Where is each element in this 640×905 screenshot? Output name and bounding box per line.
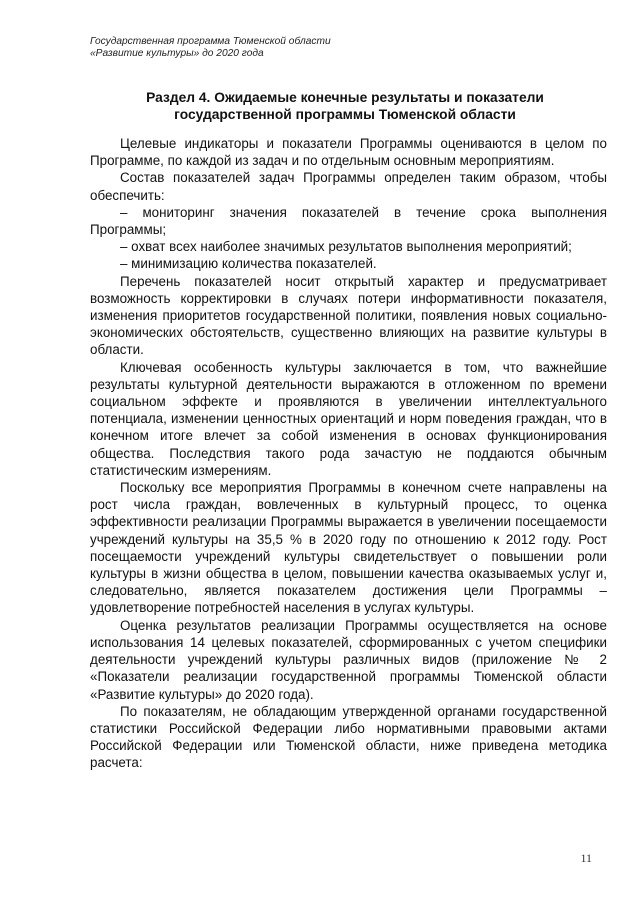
paragraph: Целевые индикаторы и показатели Программы оцениваются в целом по Программе, по каждой из задач и по отдельным основным мероприятиям. bbox=[90, 136, 607, 169]
paragraph: Оценка результатов реализации Программы осуществляется на основе использования 14 целевых показателей, сформированных с учетом специфики деятельности учреждений культуры различных видов (приложение № 2 «Показатели реализации государственной программы Тюменской области «Развитие культуры» до 2020 года). bbox=[90, 617, 607, 702]
section-title bbox=[110, 89, 580, 123]
paragraph: По показателям, не обладающим утвержденной органами государственной статистики Российской Федерации либо нормативными правовыми актами Российской Федерации или Тюменской области, ниже приведена методика расчета: bbox=[90, 703, 607, 771]
running-header-line-2: «Развитие культуры» до 2020 года bbox=[90, 48, 264, 59]
section-title-line-2: государственной программы Тюменской области bbox=[174, 107, 516, 122]
running-header-line-1: Государственная программа Тюменской области bbox=[90, 36, 331, 47]
body-text bbox=[90, 135, 607, 772]
running-header bbox=[90, 36, 510, 60]
page-number: 11 bbox=[580, 851, 592, 865]
list-item: – мониторинг значения показателей в течение срока выполнения Программы; bbox=[90, 204, 607, 238]
list-item: – минимизацию количества показателей. bbox=[120, 256, 377, 272]
list-item: – охват всех наиболее значимых результатов выполнения мероприятий; bbox=[120, 239, 572, 255]
paragraph: Состав показателей задач Программы определен таким образом, чтобы обеспечить: bbox=[90, 170, 607, 203]
paragraph: Ключевая особенность культуры заключается в том, что важнейшие результаты культурной деятельности выражаются в отложенном по времени социальном эффекте и проявляются в увеличении интеллектуального потенциала, изменении ценностных ориентаций и норм поведения граждан, что в конечном итоге влечет за собой изменения в основах функционирования общества. Последствия такого рода зачастую не поддаются обычным статистическим измерениям. bbox=[90, 359, 607, 478]
paragraph: Поскольку все мероприятия Программы в конечном счете направлены на рост числа граждан, вовлеченных в культурный процесс, то оценка эффективности реализации Программы выражается в увеличении посещаемости учреждений культуры на 35,5 % в 2020 году по отношению к 2012 году. Рост посещаемости учреждений культуры свидетельствует о повышении роли культуры в жизни общества в целом, повышении качества оказываемых услуг и, следовательно, является показателем достижения цели Программы – удовлетворение потребностей населения в услугах культуры. bbox=[90, 480, 607, 616]
section-title-line-1: Раздел 4. Ожидаемые конечные результаты и показатели bbox=[146, 90, 544, 105]
paragraph: Перечень показателей носит открытый характер и предусматривает возможность корректировки в случаях потери информативности показателя, изменения приоритетов государственной политики, появления новых социально-экономических обстоятельств, существенно влияющих на развитие культуры в области. bbox=[90, 273, 607, 358]
